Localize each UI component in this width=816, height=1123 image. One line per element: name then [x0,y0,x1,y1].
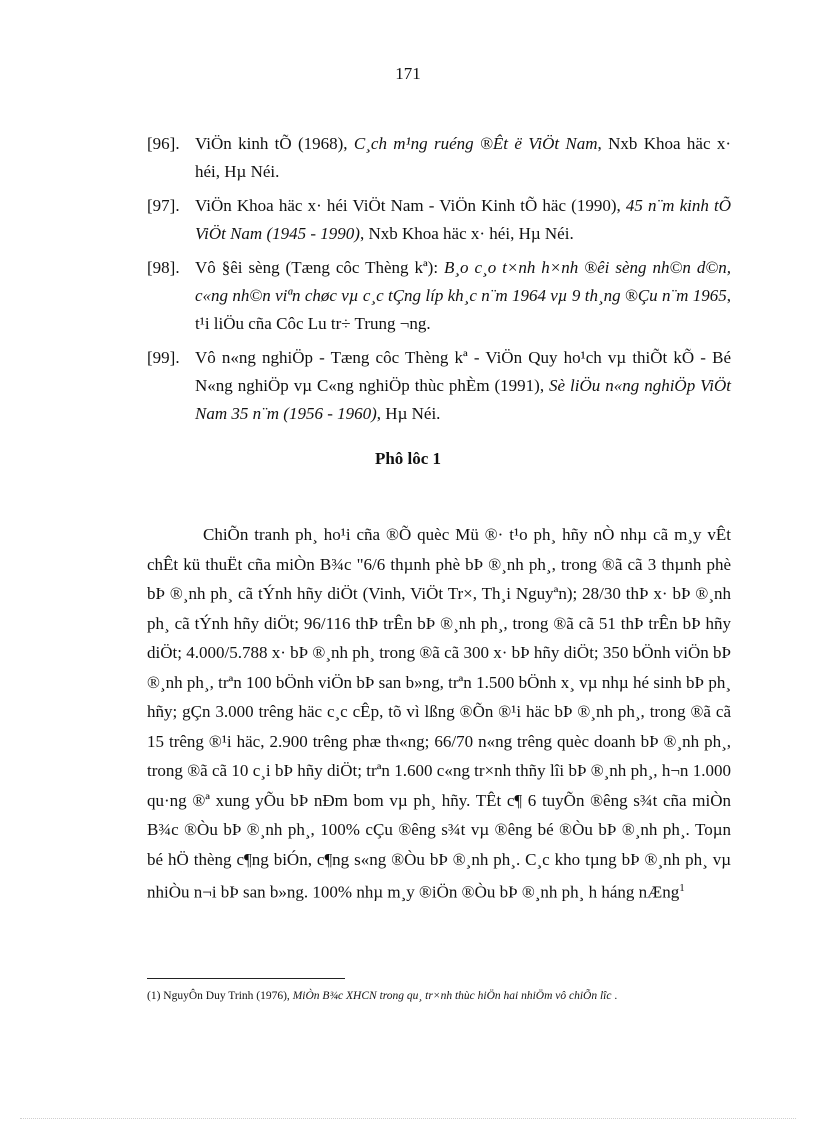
reference-author: ViÖn kinh tÕ (1968), [195,134,354,153]
reference-item [147,254,731,338]
reference-publisher: , t¹i liÖu cña Côc Lu tr÷ Trung ¬ng. [195,286,731,333]
reference-number: [98]. [147,258,180,277]
footnote [147,988,747,1004]
reference-title: C¸ch m¹ng ruéng ®Êt ë ViÖt Nam [353,134,598,153]
reference-title: 45 n¨m kinh tÕ ViÖt Nam (1945 - 1990) [195,196,731,243]
reference-text [195,344,731,428]
reference-author: Vô n«ng nghiÖp - Tæng côc Thèng kª - ViÖn Quy ho¹ch vµ thiÕt kÕ - Bé N«ng nghiÖp vµ C«ng nghiÖp thùc phÈm (1991), [195,348,731,395]
page-number: 171 [395,64,421,83]
page-bottom-border [20,1118,796,1119]
reference-author: ViÖn Khoa häc x· héi ViÖt Nam - ViÖn Kinh tÕ häc (1990), [195,196,626,215]
footnote-author: NguyÔn Duy Trinh (1976), [160,990,293,1002]
footnote-end: . [611,990,618,1002]
footnote-number: (1) [147,990,161,1002]
reference-title: Sè liÖu n«ng nghiÖp ViÖt Nam 35 n¨m (1956 - 1960) [195,376,731,423]
paragraph-text: ChiÕn tranh ph¸ ho¹i cña ®Õ quèc Mü ®· t¹o ph¸ hñy nÒ nhµ cã m¸y vÊt chÊt kü thuËt cña miÒn B¾c "6/6 thµnh phè bÞ ®¸nh ph¸, trong ®ã cã 3 thµnh phè bÞ ®¸nh ph¸ cã tÝnh hñy diÖt (Vinh, ViÖt Tr×, Th¸i Nguyªn); 28/30 thÞ x· bÞ ®¸nh ph¸ cã tÝnh hñy diÖt; 96/116 thÞ trÊn bÞ ®¸nh ph¸, trong ®ã cã 51 thÞ trÊn bÞ hñy diÖt; 4.000/5.788 x· bÞ ®¸nh ph¸ trong ®ã cã 300 x· bÞ hñy diÖt; 350 bÖnh viÖn bÞ ®¸nh ph¸, trªn 100 bÖnh viÖn bÞ san b»ng, trªn 1.500 bÖnh x¸ vµ nhµ hé sinh bÞ ph¸ hñy; gÇn 3.000 trêng häc c¸c cÊp, tõ vì lßng ®Õn ®¹i häc bÞ ®¸nh ph¸, trong ®ã cã 15 trêng ®¹i häc, 2.900 trêng phæ th«ng; 66/70 n«ng trêng quèc doanh bÞ ®¸nh ph¸, trong ®ã cã 10 c¸i bÞ hñy diÖt; trªn 1.600 c«ng tr×nh thñy lîi bÞ ®¸nh ph¸, h¬n 1.000 qu·ng ®ª xung yÕu bÞ nÐm bom vµ ph¸ hñy. TÊt c¶ 6 tuyÕn ®êng s¾t cña miÒn B¾c ®Òu bÞ ®¸nh ph¸, 100% cÇu ®êng s¾t vµ ®êng bé ®Òu bÞ ®¸nh ph¸. Toµn bé hÖ thèng c¶ng biÓn, c¶ng s«ng ®Òu bÞ ®¸nh ph¸. C¸c kho tµng bÞ ®¸nh ph¸ vµ nhiÒu n¬i bÞ san b»ng. 100% nhµ m¸y ®iÖn ®Òu bÞ ®¸nh ph¸ h háng nÆng [147,525,731,902]
reference-item [147,130,731,186]
reference-number: [96]. [147,134,180,153]
reference-publisher: , Hµ Néi. [376,404,441,423]
reference-text [195,130,731,186]
reference-text [195,254,731,338]
reference-publisher: , Nxb Khoa häc x· héi, Hµ Néi. [359,224,574,243]
reference-title: B¸o c¸o t×nh h×nh ®êi sèng nh©n d©n, c«ng nh©n viªn chøc vµ c¸c tÇng líp kh¸c n¨m 1964 vµ 9 th¸ng ®Çu n¨m 1965 [195,258,731,305]
reference-text [195,192,731,248]
footnote-divider [147,978,345,979]
reference-number: [99]. [147,348,180,367]
appendix-title: Phô lôc 1 [374,449,442,468]
reference-number: [97]. [147,196,180,215]
body-paragraph [147,520,731,907]
reference-item [147,344,731,428]
reference-item [147,192,731,248]
footnote-marker: 1 [679,882,685,894]
reference-author: Vô §êi sèng (Tæng côc Thèng kª): [195,258,445,277]
footnote-title: MiÒn B¾c XHCN trong qu¸ tr×nh thùc hiÖn hai nhiÖm vô chiÕn lîc [292,990,612,1002]
reference-publisher: , Nxb Khoa häc x· héi, Hµ Néi. [195,134,731,181]
reference-list [147,130,731,434]
